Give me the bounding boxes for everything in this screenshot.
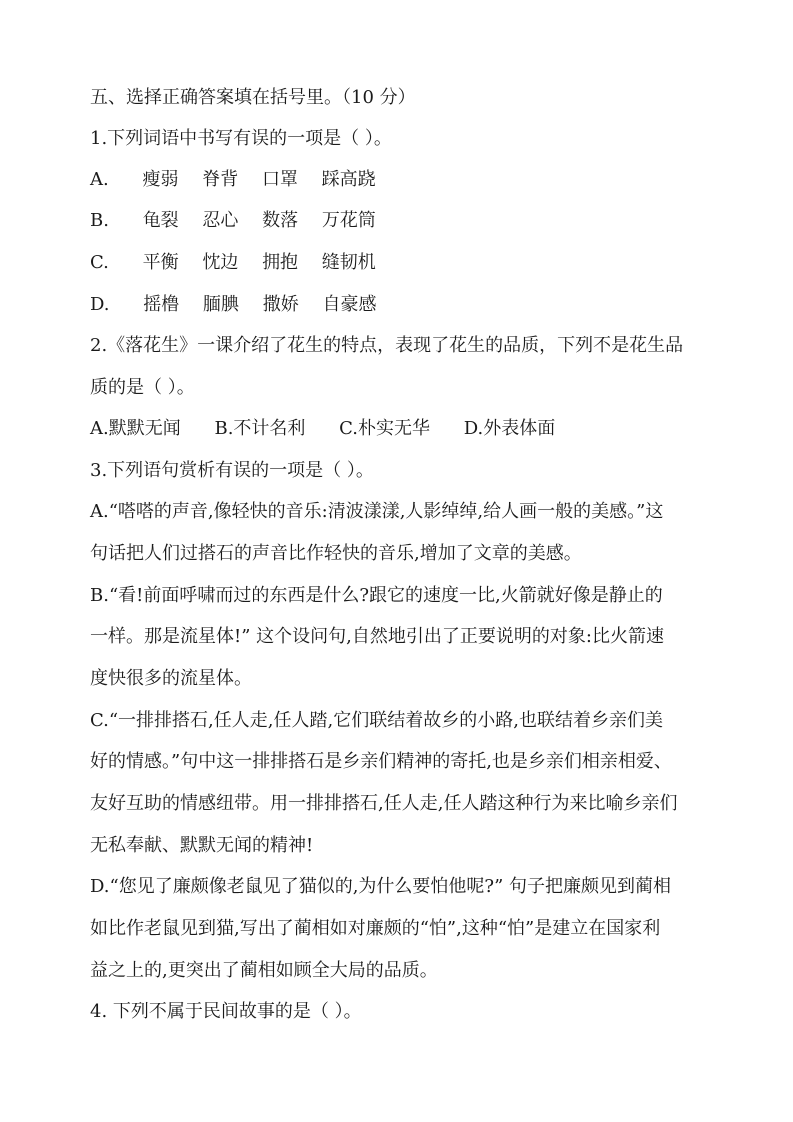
option-word: 平衡 [142,252,179,273]
q3-option-b-line: 一样。那是流星体!” 这个设问句,自然地引出了正要说明的对象:比火箭速 [90,626,664,647]
option-word: 踩高跷 [321,169,376,190]
option-letter: B. [90,210,109,231]
q3-option-d-line: D.“您见了廉颇像老鼠见了猫似的,为什么要怕他呢?” 句子把廉颇见到蔺相 [90,876,672,897]
q3-option-c-line: C.“一排排搭石,任人走,任人踏,它们联结着故乡的小路,也联结着乡亲们美 [90,710,663,731]
option-word: 缝韧机 [321,252,376,273]
option-letter: D. [90,294,110,315]
option-letter: A. [90,169,109,190]
option-word: 撒娇 [262,294,299,315]
q3-option-b-line: 度快很多的流星体。 [90,668,252,689]
q1-option-d [90,293,394,317]
option-word: 脊背 [202,169,239,190]
q2-options [90,417,555,441]
q3-option-b-line: B.“看!前面呼啸而过的东西是什么?跟它的速度一比,火箭就好像是静止的 [90,585,663,606]
option-word: 腼腆 [202,294,239,315]
option-word: 摇橹 [143,294,180,315]
q2-option-a: A.默默无闻 [90,418,181,439]
q3-option-d-line: 益之上的,更突出了蔺相如顾全大局的品质。 [90,960,438,981]
q2-option-c: C.朴实无华 [339,418,431,439]
section-title: 五、选择正确答案填在括号里。（10 分） [90,87,416,108]
option-word: 拥抱 [262,252,299,273]
q3-option-c-line: 无私奉献、默默无闻的精神! [90,835,314,856]
q2-stem-line2: 质的是（ ）。 [90,377,195,398]
option-letter: C. [90,252,109,273]
q1-stem: 1.下列词语中书写有误的一项是（ ）。 [90,128,392,149]
q2-stem-line1: 2.《落花生》一课介绍了花生的特点，表现了花生的品质，下列不是花生品 [90,335,684,356]
option-word: 龟裂 [142,210,179,231]
q1-option-c [90,251,394,275]
option-word: 瘦弱 [142,169,179,190]
q3-option-a-line: 句话把人们过搭石的声音比作轻快的音乐,增加了文章的美感。 [90,543,582,564]
option-word: 忍心 [202,210,239,231]
option-word: 万花筒 [321,210,376,231]
q1-option-a [90,168,394,192]
q3-option-d-line: 如比作老鼠见到猫,写出了蔺相如对廉颇的“怕”,这种“怕”是建立在国家利 [90,918,661,939]
q4-stem: 4. 下列不属于民间故事的是（ ）。 [90,1001,362,1022]
q3-option-a-line: A.“嗒嗒的声音,像轻快的音乐:清波漾漾,人影绰绰,给人画一般的美感。”这 [90,501,664,522]
q3-option-c-line: 好的情感。”句中这一排排搭石是乡亲们精神的寄托,也是乡亲们相亲相爱、 [90,751,672,772]
q1-option-b [90,209,394,233]
q3-stem: 3.下列语句赏析有误的一项是（ ）。 [90,460,374,481]
q2-option-b: B.不计名利 [214,418,306,439]
option-word: 自豪感 [322,294,377,315]
q2-option-d: D.外表体面 [463,418,556,439]
option-word: 忱边 [202,252,239,273]
option-word: 数落 [262,210,299,231]
q3-option-c-line: 友好互助的情感纽带。用一排排搭石,任人走,任人踏这种行为来比喻乡亲们 [90,793,678,814]
option-word: 口罩 [261,169,298,190]
